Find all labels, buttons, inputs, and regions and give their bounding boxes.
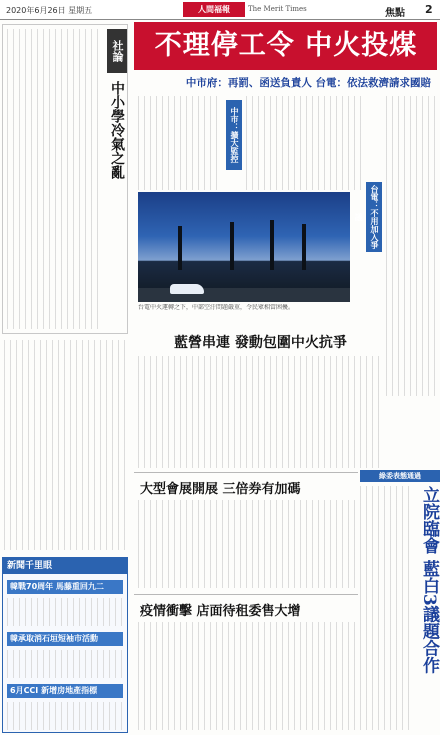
editorial-body-text bbox=[7, 29, 103, 329]
lead-subhead: 中市府：再罰、函送負責人 台電：依法救濟請求國賠 bbox=[185, 77, 431, 89]
power-plant-photo bbox=[138, 192, 350, 302]
car-shape bbox=[170, 284, 204, 294]
lead-side-label: 台電：不用加入爭議 bbox=[366, 182, 382, 252]
side-story-head: 綠委表態通過 bbox=[360, 470, 440, 482]
news-brief-text bbox=[7, 598, 123, 626]
news-brief-item: 韓戰70周年 馬藤重回九二 bbox=[7, 580, 123, 594]
chimney-shape bbox=[230, 222, 234, 270]
chimney-shape bbox=[270, 220, 274, 270]
news-brief-item: 韓承取消石垣短袖市活動 bbox=[7, 632, 123, 646]
section-name: 焦點 bbox=[385, 8, 405, 19]
main-area bbox=[134, 22, 440, 735]
news-brief-text bbox=[7, 702, 123, 730]
news-brief-text bbox=[7, 650, 123, 678]
photo-caption: 台電中火運轉之下，中部空汙問題嚴重，令民眾相當困擾。 bbox=[138, 304, 295, 311]
story-body-text bbox=[138, 356, 382, 468]
lead-side-label: 中市：擴大監控 bbox=[226, 100, 242, 170]
page-header bbox=[0, 0, 440, 20]
lead-body-text bbox=[138, 96, 222, 190]
newspaper-logo-en: The Merit Times bbox=[248, 5, 307, 13]
chimney-shape bbox=[178, 226, 182, 270]
story-headline-2: 大型會展開展 三倍券有加碼 bbox=[140, 482, 301, 497]
newspaper-logo: 人間福報 bbox=[183, 2, 245, 17]
chimney-shape bbox=[302, 224, 306, 270]
story-headline-1: 藍營串連 發動包圍中火抗爭 bbox=[174, 335, 347, 351]
page-number: 2 bbox=[425, 3, 433, 16]
story-body-text bbox=[138, 622, 356, 730]
side-story-title: 立院臨會 藍白3議題合作 bbox=[419, 486, 439, 674]
editorial-block bbox=[2, 24, 128, 334]
left-column bbox=[0, 22, 130, 735]
issue-date: 2020年6月26日 星期五 bbox=[6, 6, 93, 15]
story-headline-3: 疫情衝擊 店面待租委售大增 bbox=[140, 604, 301, 619]
story-body-text bbox=[138, 500, 356, 588]
news-brief-head: 新聞千里眼 bbox=[3, 558, 127, 574]
editorial-continued-text bbox=[4, 340, 126, 550]
lead-body-text bbox=[246, 96, 362, 190]
news-brief-box bbox=[2, 557, 128, 733]
lead-headline: 不理停工令 中火投煤 bbox=[154, 30, 418, 61]
editorial-title: 中小學冷氣之亂 bbox=[109, 81, 125, 179]
section-divider bbox=[134, 472, 358, 473]
editorial-tag: 社論 bbox=[107, 29, 127, 73]
news-brief-item: 6月CCI 新增房地產指標 bbox=[7, 684, 123, 698]
side-story-text bbox=[360, 486, 414, 730]
section-divider bbox=[134, 594, 358, 595]
lead-body-text bbox=[386, 96, 438, 396]
lead-headline-bar bbox=[134, 22, 437, 70]
side-story-title-box bbox=[418, 482, 440, 732]
